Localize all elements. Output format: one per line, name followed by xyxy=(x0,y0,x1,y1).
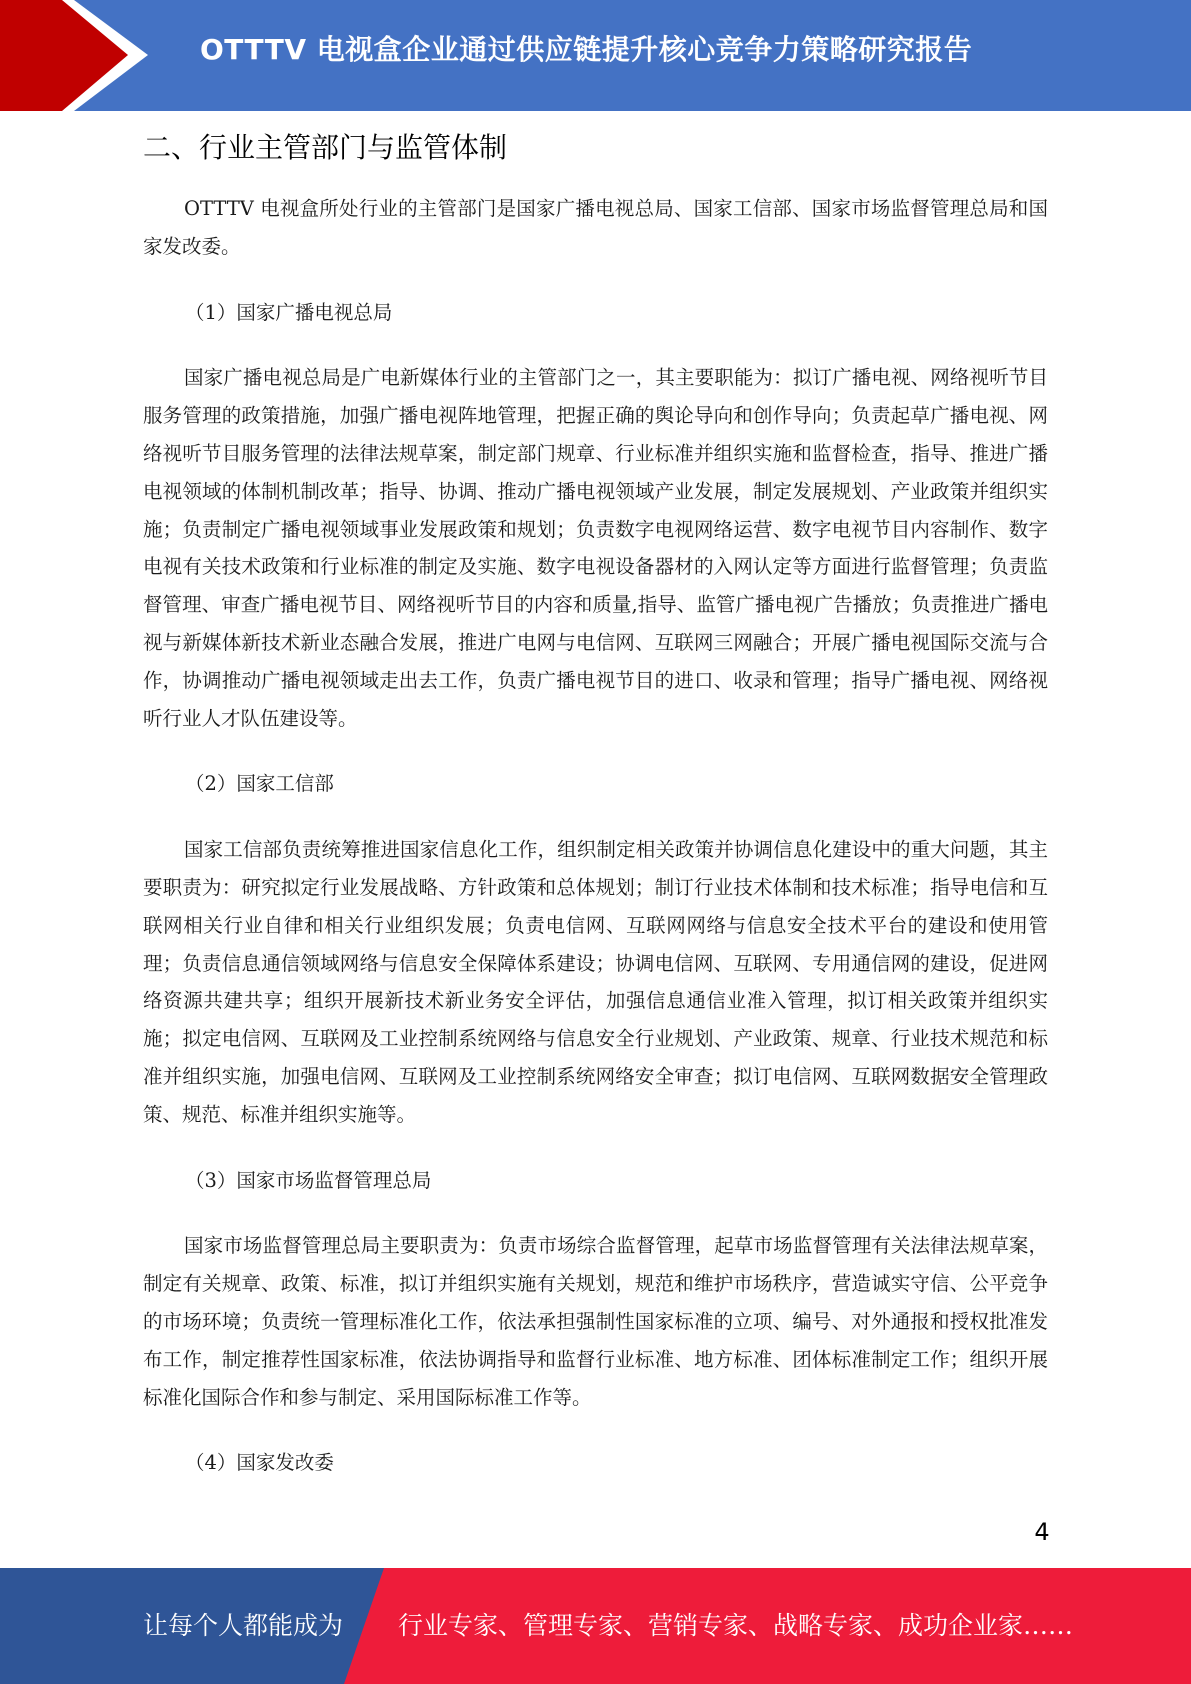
page-content xyxy=(143,128,1048,1510)
paragraph-item-3: 国家市场监督管理总局主要职责为：负责市场综合监督管理，起草市场监督管理有关法律法规草案，制定有关规章、政策、标准，拟订并组织实施有关规划，规范和维护市场秩序，营造诚实守信、公平竞争的市场环境；负责统一管理标准化工作，依法承担强制性国家标准的立项、编号、对外通报和授权批准发布工作，制定推荐性国家标准，依法协调指导和监督行业标准、地方标准、团体标准制定工作；组织开展标准化国际合作和参与制定、采用国际标准工作等。 xyxy=(143,1234,1048,1409)
intro-paragraph: OTTTV 电视盒所处行业的主管部门是国家广播电视总局、国家工信部、国家市场监督管理总局和国家发改委。 xyxy=(143,197,1048,258)
subheading-item-4: （4）国家发改委 xyxy=(185,1451,334,1475)
subheading-item-1: （1）国家广播电视总局 xyxy=(185,300,393,324)
footer-slogan-left: 让每个人都能成为 xyxy=(143,1611,344,1640)
section-heading: 二、行业主管部门与监管体制 xyxy=(143,131,508,164)
page-number: 4 xyxy=(1034,1518,1050,1546)
subheading-item-3: （3）国家市场监督管理总局 xyxy=(185,1168,432,1192)
footer-slogan-right: 行业专家、管理专家、营销专家、战略专家、成功企业家…… xyxy=(398,1611,1074,1640)
header-banner xyxy=(0,0,1191,111)
paragraph-item-2: 国家工信部负责统筹推进国家信息化工作，组织制定相关政策并协调信息化建设中的重大问题，其主要职责为：研究拟定行业发展战略、方针政策和总体规划；制订行业技术体制和技术标准；指导电信和互联网相关行业自律和相关行业组织发展；负责电信网、互联网网络与信息安全技术平台的建设和使用管理；负责信息通信领域网络与信息安全保障体系建设；协调电信网、互联网、专用通信网的建设，促进网络资源共建共享；组织开展新技术新业务安全评估，加强信息通信业准入管理，拟订相关政策并组织实施；拟定电信网、互联网及工业控制系统网络与信息安全行业规划、产业政策、规章、行业技术规范和标准并组织实施，加强电信网、互联网及工业控制系统网络安全审查；拟订电信网、互联网数据安全管理政策、规范、标准并组织实施等。 xyxy=(143,838,1048,1126)
report-title: OTTTV 电视盒企业通过供应链提升核心竞争力策略研究报告 xyxy=(200,33,973,66)
footer-banner xyxy=(0,1568,1191,1684)
paragraph-item-1: 国家广播电视总局是广电新媒体行业的主管部门之一，其主要职能为：拟订广播电视、网络视听节目服务管理的政策措施，加强广播电视阵地管理，把握正确的舆论导向和创作导向；负责起草广播电视、网络视听节目服务管理的法律法规草案，制定部门规章、行业标准并组织实施和监督检查，指导、推进广播电视领域的体制机制改革；指导、协调、推动广播电视领域产业发展，制定发展规划、产业政策并组织实施；负责制定广播电视领域事业发展政策和规划；负责数字电视网络运营、数字电视节目内容制作、数字电视有关技术政策和行业标准的制定及实施、数字电视设备器材的入网认定等方面进行监督管理；负责监督管理、审查广播电视节目、网络视听节目的内容和质量,指导、监管广播电视广告播放；负责推进广播电视与新媒体新技术新业态融合发展，推进广电网与电信网、互联网三网融合；开展广播电视国际交流与合作，协调推动广播电视领域走出去工作，负责广播电视节目的进口、收录和管理；指导广播电视、网络视听行业人才队伍建设等。 xyxy=(143,366,1048,730)
subheading-item-2: （2）国家工信部 xyxy=(185,772,334,796)
